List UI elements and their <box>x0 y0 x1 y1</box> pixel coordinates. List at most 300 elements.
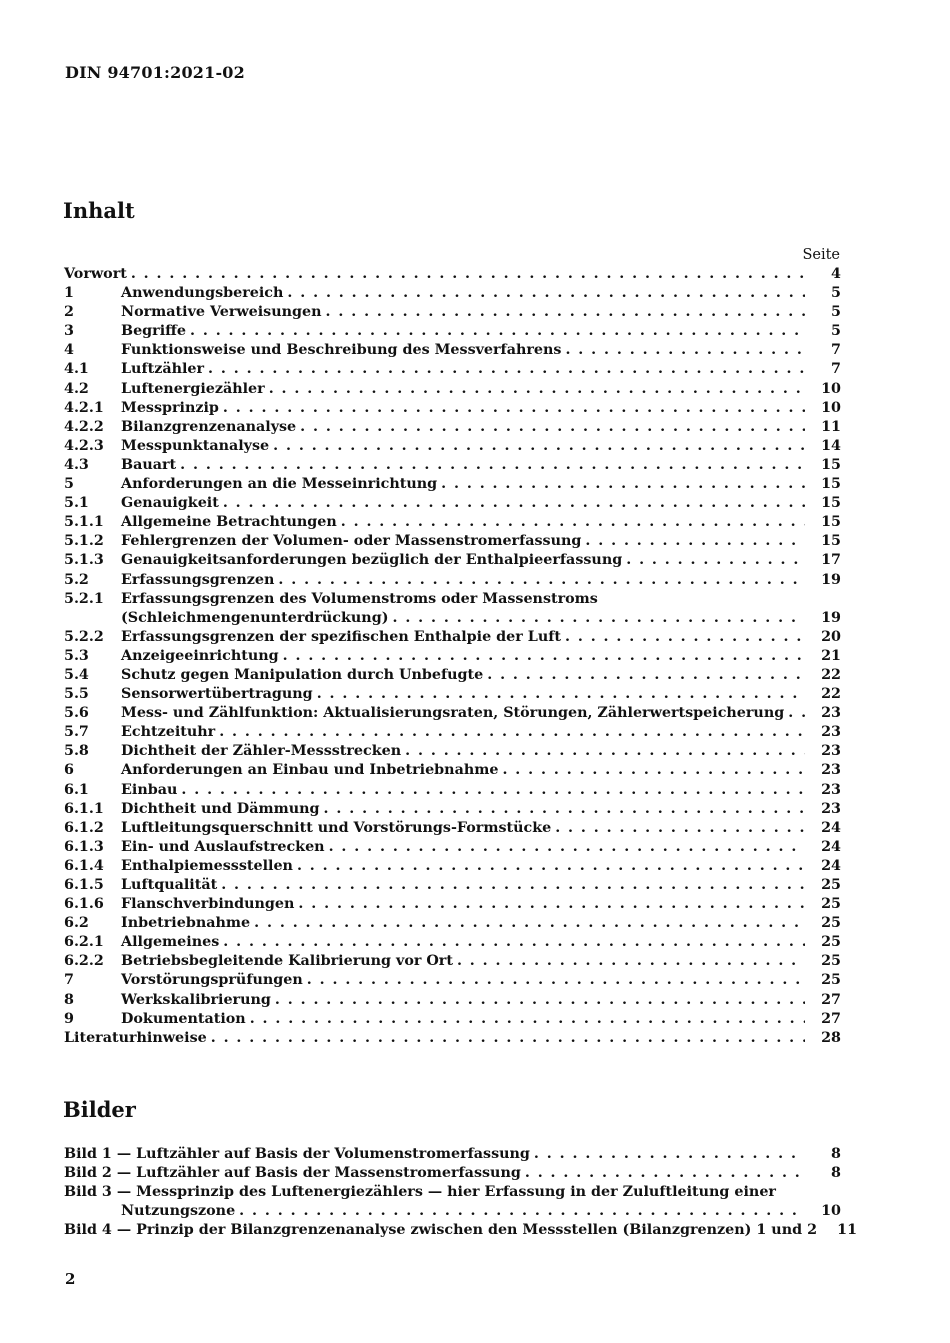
entry-title[interactable]: Echtzeituhr <box>121 724 216 741</box>
toc-entry[interactable] <box>64 819 841 838</box>
entry-page: 24 <box>821 857 841 874</box>
entry-text-area <box>121 781 841 800</box>
entry-page: 25 <box>821 972 841 989</box>
toc-entry[interactable] <box>64 685 841 704</box>
toc-entry[interactable] <box>64 360 841 379</box>
entry-text-area <box>121 360 841 379</box>
entry-title[interactable]: Einbau <box>121 781 178 798</box>
leader-dots <box>565 628 805 647</box>
leader-dots <box>534 1145 805 1164</box>
toc-entry[interactable] <box>64 952 841 971</box>
toc-entry-line <box>64 1183 841 1202</box>
entry-title[interactable]: Bilanzgrenzenanalyse <box>121 418 297 435</box>
figure-entry[interactable] <box>64 1183 841 1221</box>
entry-number: 6.2.2 <box>64 953 104 970</box>
entry-title[interactable]: Nutzungszone <box>121 1203 236 1220</box>
entry-text-area <box>121 590 841 628</box>
entry-number: 2 <box>64 304 74 321</box>
entry-page: 15 <box>821 495 841 512</box>
entry-title[interactable]: Mess- und Zählfunktion: Aktualisierungsraten, Störungen, Zählerwertspeicherung <box>121 705 785 722</box>
entry-text-area <box>121 857 841 876</box>
entry-number: 5.6 <box>64 705 89 722</box>
entry-text-area <box>121 742 841 761</box>
entry-title[interactable]: Inbetriebnahme <box>121 915 251 932</box>
entry-number: 6.1 <box>64 781 89 798</box>
leader-dots <box>324 800 805 819</box>
figure-entry[interactable] <box>64 1164 841 1183</box>
entry-text-area <box>64 1221 858 1240</box>
entry-page: 14 <box>821 437 841 454</box>
leader-dots <box>457 952 805 971</box>
leader-dots <box>211 1029 805 1048</box>
toc-entry[interactable] <box>64 742 841 761</box>
leader-dots <box>341 513 805 532</box>
toc-entry-line <box>121 341 841 360</box>
toc-entry[interactable] <box>64 590 841 628</box>
leader-dots <box>626 551 805 570</box>
entry-text-area <box>121 513 841 532</box>
entry-number: 5.5 <box>64 686 89 703</box>
toc-entry-line <box>121 399 841 418</box>
entry-number: 5.1.3 <box>64 552 104 569</box>
entry-number: 8 <box>64 991 74 1008</box>
entry-text-area <box>121 551 841 570</box>
entry-page: 10 <box>821 1203 841 1220</box>
entry-page: 15 <box>821 514 841 531</box>
entry-title[interactable]: Bild 4 — Prinzip der Bilanzgrenzenanalyse zwischen den Messstellen (Bilanzgrenzen) 1 und 2 <box>64 1222 818 1239</box>
entry-title[interactable]: Allgemeine Betrachtungen <box>121 514 337 531</box>
entry-text-area <box>64 1029 841 1048</box>
entry-page: 10 <box>821 399 841 416</box>
toc-entry[interactable] <box>64 571 841 590</box>
toc-list <box>64 265 841 1048</box>
entry-number: 5.1 <box>64 495 89 512</box>
entry-page: 7 <box>831 361 841 378</box>
leader-dots <box>221 876 805 895</box>
entry-text-area <box>121 876 841 895</box>
leader-dots <box>297 857 805 876</box>
toc-entry-line <box>121 761 841 780</box>
entry-number: 6.1.1 <box>64 800 104 817</box>
toc-entry[interactable] <box>64 437 841 456</box>
entry-text-area <box>121 341 841 360</box>
entry-page: 24 <box>821 838 841 855</box>
entry-text-area <box>121 380 841 399</box>
toc-entry[interactable] <box>64 322 841 341</box>
figures-list <box>64 1145 858 1240</box>
entry-title[interactable]: Flanschverbindungen <box>121 896 295 913</box>
toc-entry[interactable] <box>64 628 841 647</box>
leader-dots <box>223 933 805 952</box>
entry-page: 19 <box>821 571 841 588</box>
toc-entry-line <box>121 513 841 532</box>
leader-dots <box>181 781 805 800</box>
toc-entry[interactable] <box>64 475 841 494</box>
entry-title[interactable]: Bild 2 — Luftzähler auf Basis der Massenstromerfassung <box>64 1165 521 1182</box>
entry-title[interactable]: Begriffe <box>121 323 186 340</box>
toc-entry-line <box>121 895 841 914</box>
leader-dots <box>223 399 805 418</box>
leader-dots <box>275 991 805 1010</box>
entry-page: 19 <box>821 609 841 626</box>
entry-text-area <box>121 914 841 933</box>
entry-page: 25 <box>821 896 841 913</box>
entry-number: 7 <box>64 972 74 989</box>
entry-page: 23 <box>821 781 841 798</box>
leader-dots <box>254 914 805 933</box>
entry-title[interactable]: Anwendungsbereich <box>121 285 284 302</box>
entry-page: 25 <box>821 915 841 932</box>
entry-number: 4.2.1 <box>64 399 104 416</box>
entry-page: 25 <box>821 877 841 893</box>
leader-dots <box>502 761 805 780</box>
entry-page: 15 <box>821 456 841 473</box>
toc-entry-line <box>121 456 841 475</box>
entry-title[interactable]: Erfassungsgrenzen <box>121 571 275 588</box>
entry-page: 10 <box>821 380 841 397</box>
entry-text-area <box>64 1145 841 1164</box>
entry-number: 4.2 <box>64 380 89 397</box>
leader-dots <box>555 819 805 838</box>
toc-entry-line <box>64 1202 841 1221</box>
toc-entry-line <box>121 933 841 952</box>
entry-number: 5.8 <box>64 743 89 760</box>
toc-entry[interactable] <box>64 551 841 570</box>
toc-entry[interactable] <box>64 303 841 322</box>
entry-page: 15 <box>821 476 841 493</box>
entry-page: 4 <box>831 266 841 282</box>
entry-number: 5.3 <box>64 647 89 664</box>
entry-title[interactable]: Genauigkeit <box>121 495 219 512</box>
toc-entry[interactable] <box>64 532 841 551</box>
entry-page: 8 <box>831 1165 841 1182</box>
toc-entry-line <box>121 991 841 1010</box>
entry-page: 11 <box>821 418 841 435</box>
entry-title[interactable]: Dokumentation <box>121 1010 246 1027</box>
entry-title[interactable]: (Schleichmengenunterdrückung) <box>121 609 389 626</box>
leader-dots <box>219 723 805 742</box>
entry-number: 9 <box>64 1010 74 1027</box>
entry-title[interactable]: Vorstörungsprüfungen <box>121 972 303 989</box>
entry-title[interactable]: Enthalpiemessstellen <box>121 857 293 874</box>
entry-text-area <box>121 1010 841 1029</box>
entry-number: 5.2 <box>64 571 89 588</box>
entry-text-area <box>121 800 841 819</box>
entry-text-area <box>121 284 841 303</box>
toc-entry-line <box>121 303 841 322</box>
toc-entry[interactable] <box>64 781 841 800</box>
toc-entry-line <box>121 666 841 685</box>
entry-number: 4.2.3 <box>64 437 104 454</box>
toc-entry[interactable] <box>64 284 841 303</box>
entry-number: 1 <box>64 285 74 302</box>
toc-entry[interactable] <box>64 494 841 513</box>
entry-text-area <box>121 571 841 590</box>
leader-dots <box>565 341 805 360</box>
entry-number: 4 <box>64 342 74 359</box>
toc-entry-line <box>121 628 841 647</box>
entry-text-area <box>121 895 841 914</box>
leader-dots <box>317 685 805 704</box>
toc-entry-line <box>121 532 841 551</box>
entry-text-area <box>121 494 841 513</box>
entry-title[interactable]: Bild 1 — Luftzähler auf Basis der Volumenstromerfassung <box>64 1146 530 1162</box>
entry-number: 6.2.1 <box>64 934 104 951</box>
toc-entry-line <box>121 971 841 990</box>
entry-title[interactable]: Erfassungsgrenzen des Volumenstroms oder Massenstroms <box>121 590 598 607</box>
entry-title[interactable]: Anforderungen an Einbau und Inbetriebnahme <box>121 762 499 779</box>
entry-number: 5.1.1 <box>64 514 104 531</box>
entry-title[interactable]: Dichtheit der Zähler-Messstrecken <box>121 743 402 760</box>
toc-entry[interactable] <box>64 914 841 933</box>
toc-entry-line <box>121 914 841 933</box>
leader-dots <box>278 571 805 590</box>
toc-entry[interactable] <box>64 1010 841 1029</box>
toc-entry[interactable] <box>64 647 841 666</box>
toc-entry[interactable] <box>64 933 841 952</box>
toc-entry-line <box>121 284 841 303</box>
entry-page: 22 <box>821 666 841 683</box>
page-number: 2 <box>65 1270 76 1288</box>
toc-entry-line <box>121 418 841 437</box>
entry-text-area <box>121 437 841 456</box>
leader-dots <box>300 418 805 437</box>
leader-dots <box>326 303 805 322</box>
entry-text-area <box>121 971 841 990</box>
toc-entry[interactable] <box>64 1029 841 1048</box>
toc-entry[interactable] <box>64 341 841 360</box>
leader-dots <box>269 380 805 399</box>
entry-title[interactable]: Anforderungen an die Messeinrichtung <box>121 476 438 493</box>
entry-number: 3 <box>64 323 74 340</box>
leader-dots <box>329 838 805 857</box>
entry-title[interactable]: Genauigkeitsanforderungen bezüglich der Enthalpieerfassung <box>121 552 623 569</box>
entry-title[interactable]: Bauart <box>121 456 177 473</box>
leader-dots <box>392 609 805 628</box>
leader-dots <box>190 322 805 341</box>
toc-entry-line <box>121 322 841 341</box>
toc-entry-line <box>121 590 841 609</box>
toc-entry[interactable] <box>64 857 841 876</box>
toc-entry-line <box>64 1145 841 1164</box>
entry-page: 23 <box>821 724 841 741</box>
entry-title[interactable]: Literaturhinweise <box>64 1029 207 1046</box>
entry-number: 6.2 <box>64 915 89 932</box>
toc-entry-line <box>121 857 841 876</box>
entry-title[interactable]: Luftleitungsquerschnitt und Vorstörungs-Formstücke <box>121 819 552 836</box>
entry-text-area <box>121 456 841 475</box>
toc-entry-line <box>121 800 841 819</box>
toc-entry-line <box>64 1164 841 1183</box>
toc-entry[interactable] <box>64 800 841 819</box>
toc-entry-line <box>121 380 841 399</box>
entry-number: 5.1.2 <box>64 533 104 550</box>
toc-entry[interactable] <box>64 723 841 742</box>
entry-text-area <box>64 1183 841 1221</box>
toc-entry-line <box>64 1221 858 1240</box>
toc-entry[interactable] <box>64 895 841 914</box>
leader-dots <box>239 1202 805 1221</box>
entry-number: 4.2.2 <box>64 418 104 435</box>
entry-text-area <box>121 475 841 494</box>
entry-page: 21 <box>821 647 841 664</box>
toc-entry[interactable] <box>64 666 841 685</box>
toc-entry-line <box>121 571 841 590</box>
entry-title[interactable]: Messpunktanalyse <box>121 437 270 454</box>
toc-entry-line <box>121 819 841 838</box>
entry-text-area <box>121 647 841 666</box>
entry-number: 5.7 <box>64 724 89 741</box>
entry-text-area <box>121 322 841 341</box>
entry-number: 6.1.4 <box>64 857 104 874</box>
entry-page: 11 <box>837 1222 858 1239</box>
toc-entry-line <box>121 551 841 570</box>
entry-page: 20 <box>821 628 841 645</box>
toc-entry-line <box>64 265 841 284</box>
entry-number: 6.1.6 <box>64 896 104 913</box>
entry-number: 4.1 <box>64 361 89 378</box>
leader-dots <box>525 1164 805 1183</box>
toc-entry[interactable] <box>64 876 841 895</box>
entry-text-area <box>121 933 841 952</box>
leader-dots <box>283 647 805 666</box>
entry-text-area <box>121 628 841 647</box>
entry-title[interactable]: Fehlergrenzen der Volumen- oder Massenstromerfassung <box>121 533 582 550</box>
figures-title: Bilder <box>63 1097 136 1122</box>
toc-entry-line <box>121 475 841 494</box>
entry-page: 27 <box>821 1010 841 1027</box>
toc-entry-line <box>121 437 841 456</box>
entry-page: 27 <box>821 991 841 1008</box>
entry-title[interactable]: Schutz gegen Manipulation durch Unbefugte <box>121 666 484 683</box>
leader-dots <box>131 265 805 284</box>
entry-text-area <box>64 1164 841 1183</box>
leader-dots <box>487 666 805 685</box>
entry-title[interactable]: Luftenergiezähler <box>121 380 265 397</box>
entry-text-area <box>121 704 841 723</box>
leader-dots <box>405 742 805 761</box>
entry-page: 15 <box>821 533 841 550</box>
toc-entry-line <box>121 838 841 857</box>
entry-page: 23 <box>821 762 841 779</box>
entry-title[interactable]: Vorwort <box>64 266 127 282</box>
entry-page: 5 <box>831 285 841 302</box>
entry-number: 5.2.2 <box>64 628 104 645</box>
toc-entry[interactable] <box>64 399 841 418</box>
toc-entry[interactable] <box>64 704 841 723</box>
toc-entry-line <box>121 876 841 895</box>
entry-title[interactable]: Anzeigeeinrichtung <box>121 647 279 664</box>
entry-page: 24 <box>821 819 841 836</box>
entry-text-area <box>121 532 841 551</box>
entry-title[interactable]: Erfassungsgrenzen der spezifischen Enthalpie der Luft <box>121 628 561 645</box>
toc-entry-line <box>121 781 841 800</box>
entry-page: 17 <box>821 552 841 569</box>
entry-page: 28 <box>821 1029 841 1046</box>
toc-entry-line <box>121 685 841 704</box>
toc-entry[interactable] <box>64 991 841 1010</box>
entry-title[interactable]: Werkskalibrierung <box>121 991 271 1008</box>
entry-text-area <box>121 303 841 322</box>
entry-text-area <box>121 952 841 971</box>
entry-page: 23 <box>821 743 841 760</box>
leader-dots <box>180 456 805 475</box>
page-column-label: Seite <box>802 247 840 263</box>
toc-entry[interactable] <box>64 838 841 857</box>
document-id: DIN 94701:2021-02 <box>65 63 245 82</box>
entry-page: 5 <box>831 304 841 321</box>
entry-page: 23 <box>821 800 841 817</box>
entry-page: 7 <box>831 342 841 359</box>
toc-entry-line <box>121 494 841 513</box>
entry-number: 6 <box>64 762 74 779</box>
entry-number: 5.2.1 <box>64 590 104 607</box>
entry-text-area <box>121 399 841 418</box>
entry-title[interactable]: Funktionsweise und Beschreibung des Messverfahrens <box>121 342 562 359</box>
leader-dots <box>223 494 805 513</box>
toc-entry-line <box>121 647 841 666</box>
entry-text-area <box>121 761 841 780</box>
entry-title[interactable]: Dichtheit und Dämmung <box>121 800 320 817</box>
entry-title[interactable]: Ein- und Auslaufstrecken <box>121 838 325 855</box>
entry-title[interactable]: Bild 3 — Messprinzip des Luftenergiezählers — hier Erfassung in der Zuluftleitung einer <box>64 1184 776 1201</box>
toc-entry[interactable] <box>64 761 841 780</box>
leader-dots <box>788 704 805 723</box>
toc-entry-line <box>121 952 841 971</box>
entry-number: 6.1.3 <box>64 838 104 855</box>
toc-entry[interactable] <box>64 265 841 284</box>
figure-entry[interactable] <box>64 1221 858 1240</box>
toc-entry[interactable] <box>64 513 841 532</box>
entry-title[interactable]: Messprinzip <box>121 399 219 416</box>
toc-entry[interactable] <box>64 418 841 437</box>
leader-dots <box>250 1010 805 1029</box>
leader-dots <box>208 360 805 379</box>
toc-entry-line <box>64 1029 841 1048</box>
toc-title: Inhalt <box>63 198 135 223</box>
entry-text-area <box>121 418 841 437</box>
entry-text-area <box>64 265 841 284</box>
entry-text-area <box>121 819 841 838</box>
entry-title[interactable]: Betriebsbegleitende Kalibrierung vor Ort <box>121 953 453 970</box>
entry-title[interactable]: Luftzähler <box>121 361 205 378</box>
figure-entry[interactable] <box>64 1145 841 1164</box>
entry-number: 6.1.2 <box>64 819 104 836</box>
entry-title[interactable]: Luftqualität <box>121 877 218 893</box>
entry-number: 5.4 <box>64 666 89 683</box>
toc-entry[interactable] <box>64 971 841 990</box>
entry-title[interactable]: Allgemeines <box>121 934 220 951</box>
entry-page: 5 <box>831 323 841 340</box>
entry-text-area <box>121 838 841 857</box>
toc-entry-line <box>121 609 841 628</box>
leader-dots <box>298 895 805 914</box>
entry-text-area <box>121 685 841 704</box>
leader-dots <box>287 284 805 303</box>
leader-dots <box>273 437 805 456</box>
entry-text-area <box>121 991 841 1010</box>
toc-entry-line <box>121 704 841 723</box>
entry-page: 8 <box>831 1146 841 1162</box>
toc-entry-line <box>121 742 841 761</box>
entry-page: 25 <box>821 953 841 970</box>
toc-entry[interactable] <box>64 380 841 399</box>
toc-entry[interactable] <box>64 456 841 475</box>
entry-number: 6.1.5 <box>64 877 104 893</box>
entry-page: 25 <box>821 934 841 951</box>
entry-title[interactable]: Normative Verweisungen <box>121 304 322 321</box>
entry-title[interactable]: Sensorwertübertragung <box>121 686 313 703</box>
